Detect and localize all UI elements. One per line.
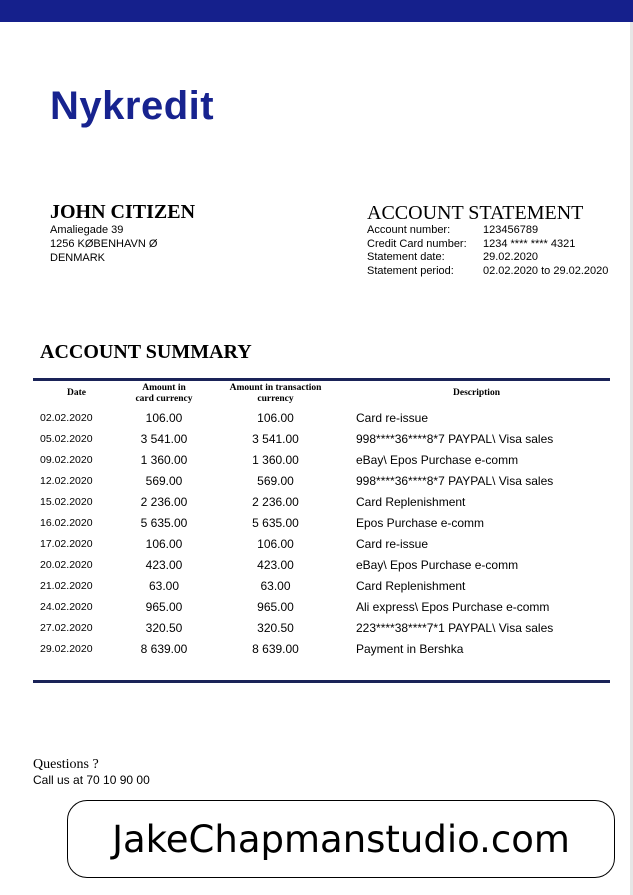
tx-description: Card Replenishment <box>356 578 466 593</box>
tx-description: Epos Purchase e-comm <box>356 515 485 530</box>
statement-value: 02.02.2020 to 29.02.2020 <box>483 264 609 277</box>
tx-amount-transaction: 320.50 <box>257 620 294 635</box>
tx-date: 16.02.2020 <box>40 516 93 529</box>
tx-date: 09.02.2020 <box>40 453 93 466</box>
tx-amount-card: 320.50 <box>145 620 183 635</box>
tx-amount-card: 569.00 <box>145 473 183 488</box>
tx-amount-transaction: 3 541.00 <box>252 431 299 446</box>
tx-amount-card: 423.00 <box>145 557 183 572</box>
tx-amount-card: 965.00 <box>145 599 183 614</box>
table-row <box>33 554 610 575</box>
header-description: Description <box>453 388 500 398</box>
tx-date: 21.02.2020 <box>40 579 93 592</box>
table-bottom-rule <box>33 680 610 683</box>
tx-amount-transaction: 8 639.00 <box>252 641 299 656</box>
transactions-body <box>33 407 610 659</box>
tx-date: 20.02.2020 <box>40 558 93 571</box>
tx-description: Card re-issue <box>356 536 429 551</box>
table-row <box>33 449 610 470</box>
transactions-table <box>33 380 610 659</box>
header-amount-card-line1: Amount in <box>142 382 186 393</box>
contact-phone: Call us at 70 10 90 00 <box>33 773 150 787</box>
table-row <box>33 575 610 596</box>
header-color-bar <box>0 0 633 22</box>
tx-date: 24.02.2020 <box>40 600 93 613</box>
statement-title: ACCOUNT STATEMENT <box>367 202 584 224</box>
tx-description: 223****38****7*1 PAYPAL\ Visa sales <box>356 620 554 635</box>
tx-amount-card: 106.00 <box>145 536 183 551</box>
table-header-row <box>33 380 610 407</box>
tx-description: 998****36****8*7 PAYPAL\ Visa sales <box>356 431 554 446</box>
statement-row-period <box>367 265 627 279</box>
tx-amount-transaction: 106.00 <box>257 410 294 425</box>
table-row <box>33 638 610 659</box>
tx-description: 998****36****8*7 PAYPAL\ Visa sales <box>356 473 554 488</box>
watermark-banner: JakeChapmanstudio.com <box>67 800 615 878</box>
tx-amount-transaction: 2 236.00 <box>252 494 299 509</box>
customer-address-block <box>50 201 195 265</box>
tx-amount-transaction: 423.00 <box>257 557 294 572</box>
header-amount-transaction <box>208 380 343 407</box>
tx-description: Ali express\ Epos Purchase e-comm <box>356 599 550 614</box>
header-amount-tx-line2: currency <box>257 393 294 404</box>
statement-info-block <box>367 202 627 278</box>
tx-amount-transaction: 569.00 <box>257 473 294 488</box>
statement-label: Statement date: <box>367 251 445 263</box>
tx-description: eBay\ Epos Purchase e-comm <box>356 557 519 572</box>
summary-title: ACCOUNT SUMMARY <box>40 341 252 363</box>
address-line: 1256 KØBENHAVN Ø <box>50 238 158 250</box>
tx-amount-transaction: 63.00 <box>260 578 291 593</box>
tx-date: 15.02.2020 <box>40 495 93 508</box>
tx-amount-card: 3 541.00 <box>140 431 188 446</box>
tx-amount-card: 63.00 <box>148 578 180 593</box>
tx-amount-card: 8 639.00 <box>140 641 188 656</box>
tx-date: 12.02.2020 <box>40 474 93 487</box>
address-line: Amaliegade 39 <box>50 224 124 236</box>
table-row <box>33 470 610 491</box>
statement-label: Credit Card number: <box>367 237 467 250</box>
statement-label: Statement period: <box>367 264 454 277</box>
address-line: DENMARK <box>50 252 106 264</box>
header-date: Date <box>67 388 86 398</box>
tx-amount-transaction: 965.00 <box>257 599 294 614</box>
table-row <box>33 407 610 428</box>
tx-description: Card re-issue <box>356 410 429 425</box>
tx-date: 29.02.2020 <box>40 642 93 655</box>
statement-value: 1234 **** **** 4321 <box>483 237 576 250</box>
statement-row-account <box>367 224 627 238</box>
customer-name: JOHN CITIZEN <box>50 201 196 223</box>
table-row <box>33 428 610 449</box>
statement-row-date <box>367 251 627 265</box>
tx-date: 05.02.2020 <box>40 432 93 445</box>
tx-amount-transaction: 5 635.00 <box>252 515 299 530</box>
table-row <box>33 491 610 512</box>
tx-amount-transaction: 106.00 <box>257 536 294 551</box>
table-row <box>33 596 610 617</box>
statement-row-card <box>367 238 627 252</box>
statement-value: 123456789 <box>483 224 539 236</box>
tx-description: Payment in Bershka <box>356 641 464 656</box>
header-amount-tx-line1: Amount in transaction <box>229 382 322 393</box>
tx-amount-card: 1 360.00 <box>140 452 188 467</box>
tx-amount-card: 106.00 <box>145 410 183 425</box>
tx-date: 27.02.2020 <box>40 621 93 634</box>
bank-logo: Nykredit <box>50 84 215 128</box>
tx-amount-transaction: 1 360.00 <box>252 452 299 467</box>
tx-date: 17.02.2020 <box>40 537 93 550</box>
tx-description: Card Replenishment <box>356 494 466 509</box>
table-row <box>33 533 610 554</box>
tx-amount-card: 5 635.00 <box>140 515 188 530</box>
table-row <box>33 512 610 533</box>
contact-block <box>33 757 150 787</box>
statement-value: 29.02.2020 <box>483 251 539 263</box>
table-row <box>33 617 610 638</box>
header-amount-card <box>120 380 208 407</box>
tx-amount-card: 2 236.00 <box>140 494 188 509</box>
header-amount-card-line2: card currency <box>135 393 193 404</box>
tx-date: 02.02.2020 <box>40 411 93 424</box>
questions-heading: Questions ? <box>33 757 99 772</box>
tx-description: eBay\ Epos Purchase e-comm <box>356 452 519 467</box>
statement-label: Account number: <box>367 224 451 236</box>
